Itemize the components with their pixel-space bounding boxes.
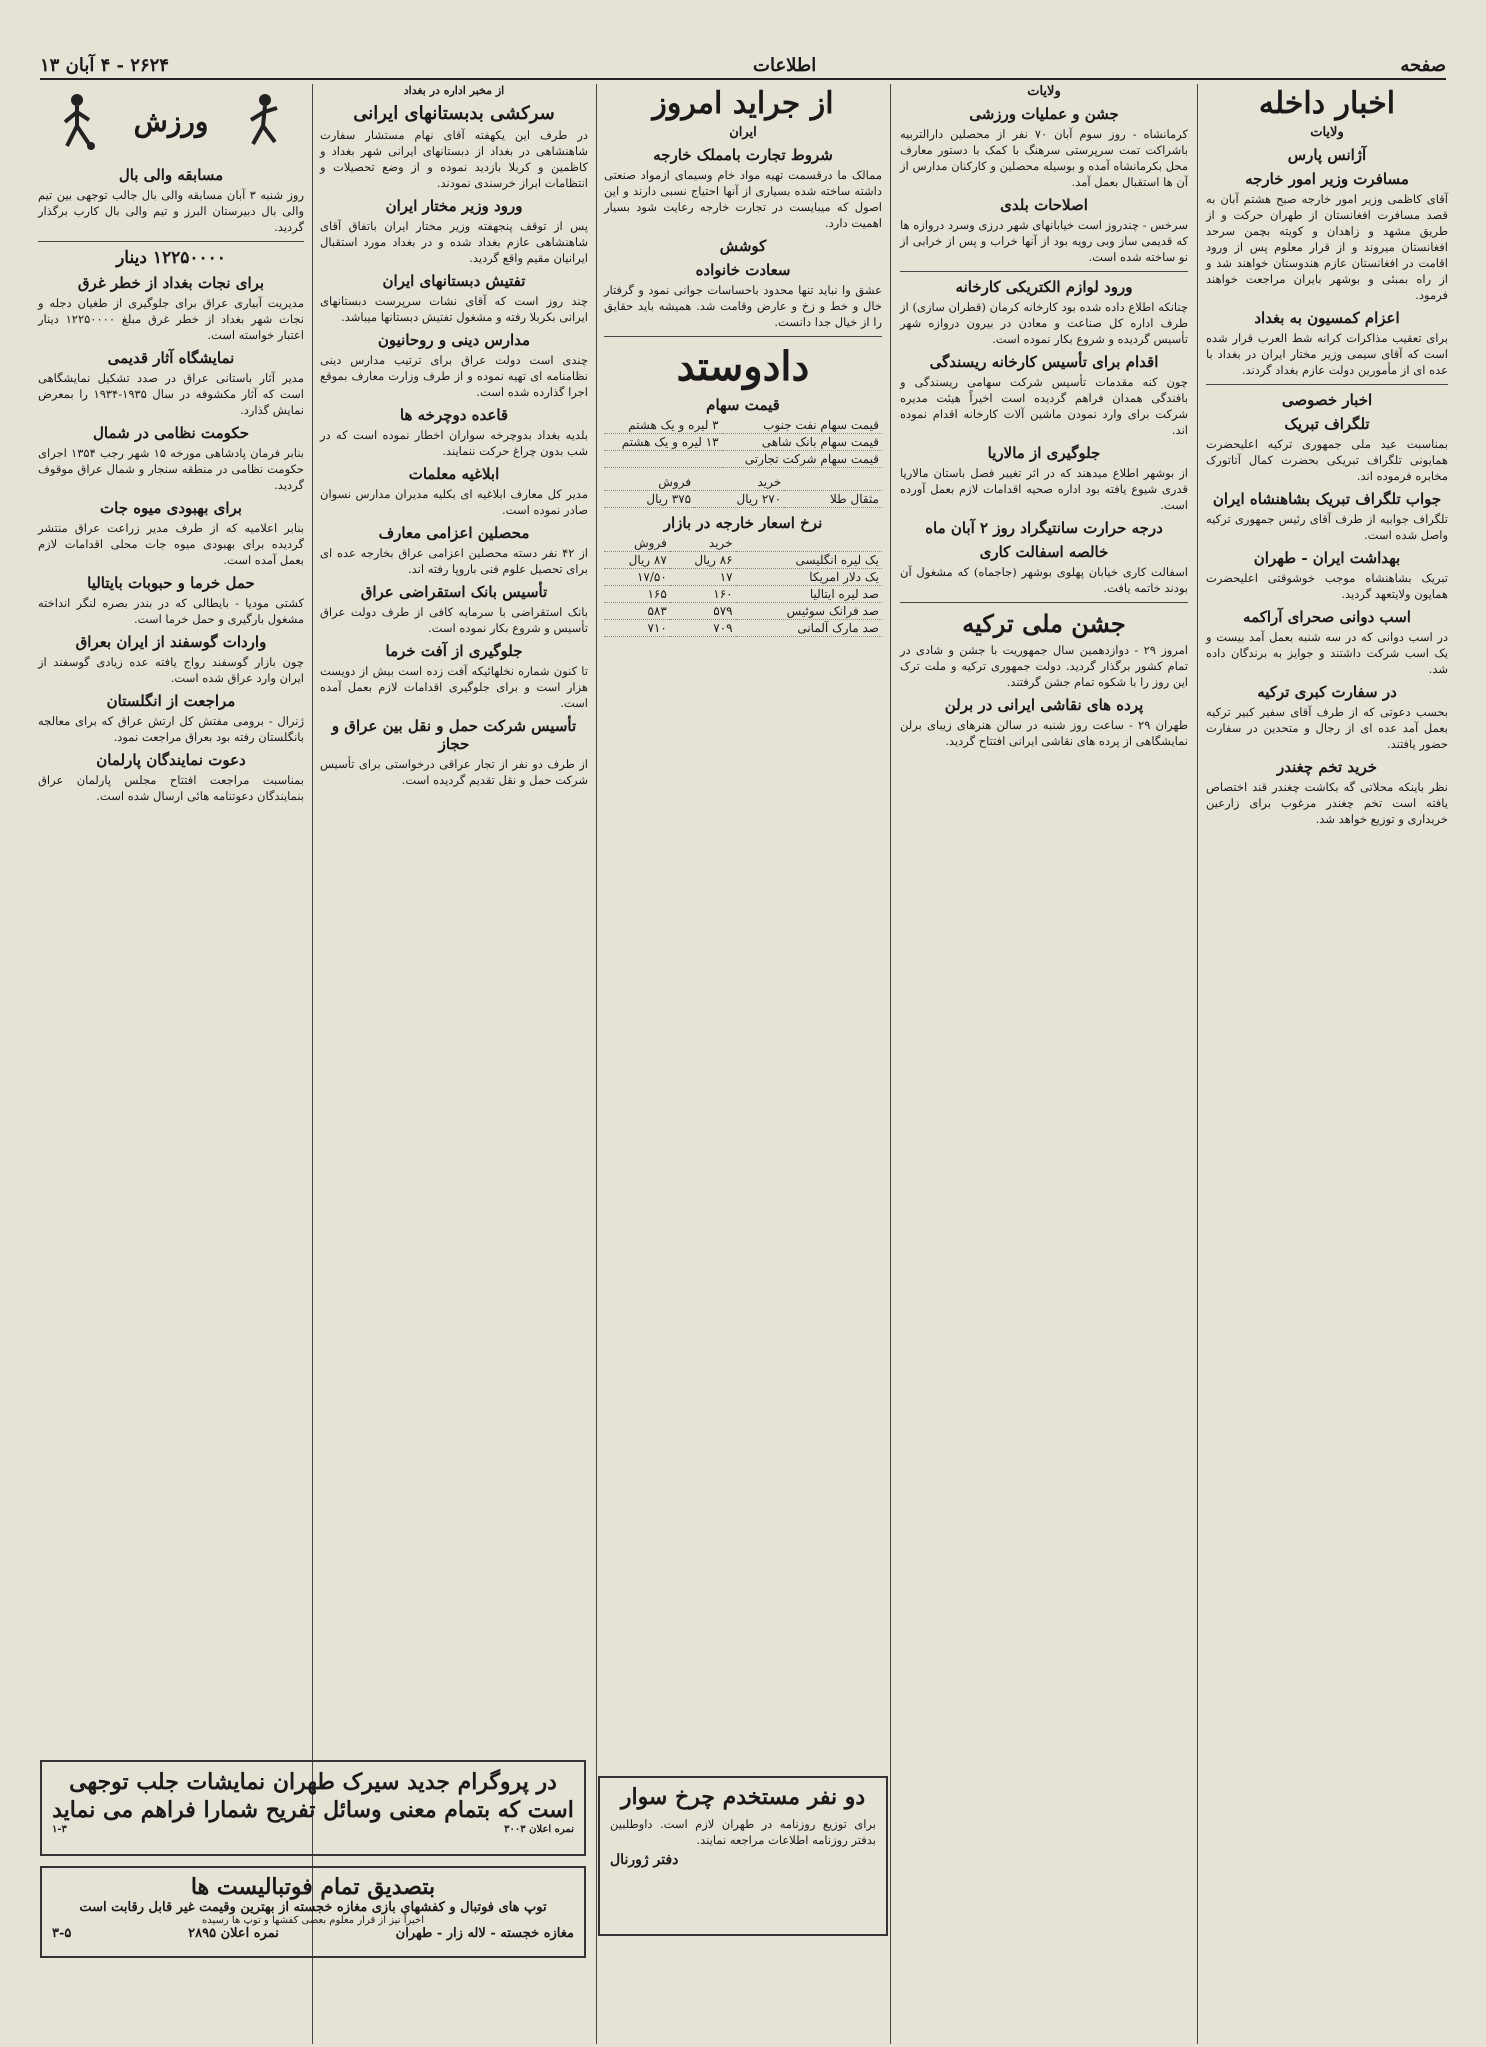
- divider: [38, 241, 304, 242]
- article-body: چندی است دولت عراق برای ترتیب مدارس دینی نظامنامه ای تهیه نموده و از طرف وزارت معارف بموقع اجرا گذارده شده است.: [320, 353, 588, 399]
- article-headline: پرده های نقاشی ایرانی در برلن: [944, 696, 1144, 714]
- divider: [900, 271, 1188, 272]
- market-title: دادوستد: [676, 343, 810, 390]
- football-ad-note: اخیراً نیز از قرار معلوم بعضی کفشها و توپ ها رسیده: [202, 1915, 424, 1926]
- currency-buy: ۱۶۰: [670, 586, 736, 603]
- column-rule: [312, 84, 313, 2044]
- football-ad-title: بتصدیق تمام فوتبالیست ها: [190, 1874, 436, 1900]
- football-ad: [40, 1866, 586, 1958]
- currency-buy: ۵۷۹: [670, 603, 736, 620]
- article-headline: ورود وزیر مختار ایران: [385, 197, 523, 215]
- article-body: تلگراف جوابیه از طرف آقای رئیس جمهوری ترکیه واصل شده است.: [1206, 512, 1448, 542]
- article: [604, 146, 882, 231]
- article-headline: محصلین اعزامی معارف: [378, 524, 530, 542]
- table-row: [604, 620, 882, 637]
- article-headline: مسابقه والی بال: [118, 166, 224, 184]
- article-headline: اصلاحات بلدی: [1000, 196, 1088, 214]
- divider: [604, 336, 882, 337]
- article-headline: واردات گوسفند از ایران بعراق: [75, 633, 267, 651]
- currency-buy: ۷۰۹: [670, 620, 736, 637]
- column-sports-iraq: [32, 84, 310, 1734]
- table-row: [604, 603, 882, 620]
- article-headline: درجه حرارت سانتیگراد روز ۲ آبان ماه: [925, 519, 1163, 537]
- article-body: امروز ۲۹ - دوازدهمین سال جمهوریت با جشن و شادی در تمام کشور برگذار گردید. دولت جمهوری ترکیه و ملت ترک این روز را با شکوه تمام جشن گرفتند.: [900, 643, 1189, 689]
- gold-table: [604, 474, 882, 508]
- feature-headline: جشن ملی ترکیه: [962, 609, 1126, 638]
- column-provinces: [894, 84, 1194, 1954]
- article: [1206, 608, 1448, 677]
- article-body: برای تعقیب مذاکرات کرانه شط العرب قرار شده است که آقای سیمی وزیر مختار ایران در بغداد با عده ای از مأمورین دولت عازم بغداد گردند.: [1206, 331, 1448, 377]
- sell-header: فروش: [604, 474, 694, 491]
- article: [38, 274, 304, 343]
- article-headline: قاعده دوچرخه ها: [399, 406, 509, 424]
- sell-header: فروش: [604, 535, 670, 552]
- article: [1206, 391, 1448, 409]
- article-headline: ورود لوازم الکتریکی کارخانه: [955, 278, 1133, 296]
- article-headline: جواب تلگراف تبریک بشاهنشاه ایران: [1212, 490, 1442, 508]
- article: [38, 499, 304, 568]
- article-body: کرمانشاه - روز سوم آبان ۷۰ نفر از محصلین دارالتربیه باشراکت تمت سرپرستی سرهنگ با کمک با دستور معارف محل بکرمانشاه آمده و بوسیله محصلین و کارکنان مدارس از آن ها استقبال بعمل آمد.: [900, 127, 1188, 189]
- article-body: بنابر اعلامیه که از طرف مدیر زراعت عراق منتشر گردیده برای بهبودی میوه جات محلی اقدامات لازم بعمل آمده است.: [38, 521, 304, 567]
- fx-title: نرخ اسعار خارجه در بازار: [663, 514, 823, 532]
- article: [604, 261, 882, 330]
- share-value: ۱۳ لیره و یک هشتم: [604, 434, 722, 451]
- article-headline: مسافرت وزیر امور خارجه: [1245, 170, 1409, 188]
- column-press-review: [598, 84, 888, 1744]
- table-row: [604, 451, 882, 468]
- article: [320, 103, 588, 191]
- article: [900, 105, 1188, 190]
- sports-title: ورزش: [133, 104, 209, 138]
- article-headline: برای نجات بغداد از خطر غرق: [77, 274, 265, 292]
- circus-ad: [40, 1760, 586, 1856]
- football-ad-address: مغازه خجسته - لاله زار - طهران: [395, 1926, 574, 1941]
- article-body: در طرف این یکهفته آقای نهام مستشار سفارت شاهنشاهی در بغداد از دبستانهای ایرانی شهر بغداد و کاظمین و کربلا بازدید نموده و از وضع تحصیلات و انتظامات ابراز خرسندی نمودند.: [320, 128, 588, 190]
- article-headline: نمایشگاه آثار قدیمی: [107, 349, 235, 367]
- article-body: بمناسبت مراجعت افتتاح مجلس پارلمان عراق بنمایندگان دعوتنامه هائی ارسال شده است.: [38, 773, 304, 803]
- article-body: تبریک بشاهنشاه موجب خوشوقتی اعلیحضرت همایون ولایتعهد گردید.: [1206, 571, 1448, 601]
- article: [1206, 758, 1448, 827]
- article-body: بمناسبت عید ملی جمهوری ترکیه اعلیحضرت همایونی تلگراف تبریکی بحضرت کمال آتاتورک مخابره فرموده اند.: [1206, 437, 1448, 483]
- amount-headline: ۱۲۲۵۰۰۰۰ دینار: [116, 248, 226, 268]
- article-body: چند روز است که آقای نشات سرپرست دبستانهای ایرانی بکربلا رفته و مشغول تفتیش دبستانها میباشد.: [320, 294, 588, 324]
- currency-sell: ۷۱۰: [604, 620, 670, 637]
- article-headline: اعزام کمسیون به بغداد: [1254, 309, 1400, 327]
- section-subtitle: ولایات: [1027, 84, 1061, 99]
- article: [320, 524, 588, 577]
- article-body: مدیر کل معارف ابلاغیه ای بکلیه مدیران مدارس نسوان صادر نموده است.: [320, 487, 588, 517]
- paper-name: اطلاعات: [753, 54, 817, 76]
- divider: [900, 602, 1188, 603]
- section-subtitle: ایران: [729, 125, 757, 140]
- article-headline: مدارس دینی و روحانیون: [377, 331, 531, 349]
- article-headline: اسب دوانی صحرای آراکمه: [1243, 608, 1411, 626]
- currency-name: صد مارک آلمانی: [736, 620, 882, 637]
- article: [320, 272, 588, 325]
- article: [900, 196, 1188, 265]
- article: [900, 696, 1188, 749]
- page-label: صفحه: [1400, 54, 1446, 76]
- article: [320, 642, 588, 711]
- share-name: قیمت سهام شرکت تجارتی: [722, 451, 882, 468]
- article-headline: اقدام برای تأسیس کارخانه ریسندگی: [929, 353, 1159, 371]
- shares-title: قیمت سهام: [706, 396, 780, 414]
- article-body: پس از توقف پنجهفته وزیر مختار ایران باتفاق آقای شاهنشاهی عازم بغداد شده و در بغداد مورد استقبال ایرانیان مقیم واقع گردید.: [320, 219, 588, 265]
- article-headline: تفتیش دبستانهای ایران: [382, 272, 526, 290]
- article-body: تا کنون شماره نخلهائیکه آفت زده است بیش از دویست هزار است و برای جلوگیری اقدامات لازم بعمل آمده است.: [320, 664, 588, 710]
- article: [900, 543, 1188, 596]
- article: [900, 444, 1188, 513]
- article-headline: جشن و عملیات ورزشی: [969, 105, 1119, 123]
- article-body: بنابر فرمان پادشاهی مورخه ۱۵ شهر رجب ۱۳۵۴ اجرای حکومت نظامی در منطقه سنجار و شمال عراق موقوف گردید.: [38, 446, 304, 492]
- table-row: [604, 417, 882, 434]
- article-body: کشتی مودیا - بایطالی که در بندر بصره لنگر انداخته مشغول بارگیری و حمل خرما است.: [38, 596, 304, 626]
- currency-buy: ۱۷: [670, 569, 736, 586]
- gold-label: مثقال طلا: [784, 491, 882, 508]
- article-body: بلدیه بغداد بدوچرخه سواران اخطار نموده است که در شب بدون چراغ حرکت ننمایند.: [320, 428, 588, 458]
- article: [1206, 309, 1448, 378]
- currency-sell: ۱۷/۵۰: [604, 569, 670, 586]
- column-rule: [890, 84, 891, 2044]
- article-headline: کوشش: [719, 237, 767, 255]
- article-body: سرخس - چندروز است خیابانهای شهر درزی وسرد دروازه ها که قدیمی ساز وبی رویه بود از آنها خراب و پس از خرابی از نو ساخته شده است.: [900, 218, 1188, 264]
- wanted-title: دو نفر مستخدم چرخ سوار: [620, 1784, 866, 1810]
- gold-buy: ۲۷۰ ریال: [694, 491, 784, 508]
- article-body: اسفالت کاری خیابان پهلوی بوشهر (جاجماه) که مشغول آن بودند خاتمه یافت.: [900, 565, 1188, 595]
- article: [1206, 683, 1448, 752]
- fx-table: [604, 535, 882, 637]
- buy-header: خرید: [694, 474, 784, 491]
- column-rule: [596, 84, 597, 2044]
- column-rule: [1197, 84, 1198, 2044]
- currency-name: صد لیره ایتالیا: [736, 586, 882, 603]
- article-body: نظر باینکه محلاتی گه بکاشت چغندر قند اختصاص یافته است تخم چغندر مرغوب برای زارعین خریداری و توزیع خواهد شد.: [1206, 780, 1448, 826]
- ad-reference: نمره اعلان ۲۸۹۵: [188, 1926, 279, 1941]
- article: [38, 574, 304, 627]
- article: [38, 692, 304, 745]
- article-body: از بوشهر اطلاع میدهند که در اثر تغییر فصل باستان مالاریا قدری شیوع یافته بود اداره صحیه اقدامات لازم بعمل آورده است.: [900, 466, 1188, 512]
- article: [38, 424, 304, 493]
- section-subtitle: ولایات: [1310, 125, 1344, 140]
- article-body: ژنرال - برومی مفتش کل ارتش عراق که برای معالجه بانگلستان رفته بود بعراق مراجعت نمود.: [38, 714, 304, 744]
- article: [1206, 549, 1448, 602]
- column-note: از مخبر اداره در بغداد: [403, 84, 505, 97]
- sports-header: [38, 84, 304, 160]
- article-headline: خرید تخم چغندر: [1276, 758, 1378, 776]
- article-body: در اسب دوانی که در سه شنبه بعمل آمد بیست و یک اسب شرکت داشتند و جوایز به برندگان داده شد.: [1206, 630, 1448, 676]
- currency-name: یک لیره انگلیسی: [736, 552, 882, 569]
- article-headline: ابلاغیه معلمات: [408, 465, 500, 483]
- article: [320, 197, 588, 266]
- issue-number: ۲۶۲۴ - ۴ آبان ۱۳: [40, 54, 169, 76]
- table-row: [604, 552, 882, 569]
- gold-sell: ۳۷۵ ریال: [604, 491, 694, 508]
- column-baghdad-news: [314, 84, 594, 1734]
- share-name: قیمت سهام بانک شاهی: [722, 434, 882, 451]
- article: [320, 717, 588, 788]
- currency-buy: ۸۶ ریال: [670, 552, 736, 569]
- article-headline: جلوگیری از مالاریا: [987, 444, 1101, 462]
- article-headline: بهداشت ایران - طهران: [1253, 549, 1401, 567]
- article: [900, 353, 1188, 438]
- article-body: چون بازار گوسفند رواج یافته عده زیادی گوسفند از ایران وارد عراق شده است.: [38, 655, 304, 685]
- article: [900, 519, 1188, 537]
- table-header: [604, 474, 882, 491]
- article-body: چنانکه اطلاع داده شده بود کارخانه کرمان (قطران سازی) از طرف اداره کل صناعت و معادن در بیرون دروازه شهر تأسیس گردیده و شروع بکار نموده است.: [900, 300, 1188, 346]
- article-body: از ۴۲ نفر دسته محصلین اعزامی عراق بخارجه عده ای برای تحصیل علوم فنی باروپا رفته اند.: [320, 546, 588, 576]
- currency-name: صد فرانک سوئیس: [736, 603, 882, 620]
- article: [320, 583, 588, 636]
- wanted-ad: [598, 1776, 888, 1936]
- article-body: مدیریت آبیاری عراق برای جلوگیری از طغیان دجله و نجات شهر بغداد از خطر غرق مبلغ ۱۲۲۵۰۰۰۰ دینار اعتبار خواسته است.: [38, 296, 304, 342]
- article: [1206, 170, 1448, 303]
- article-list: [1206, 170, 1448, 827]
- share-value: ۳ لیره و یک هشتم: [604, 417, 722, 434]
- article-body: ممالک ما درقسمت تهیه مواد خام وسیمای ازمواد صنعتی داشته ساخته شده بسیاری از آنها احتیاج نسبی دارند و این اصول که میبایست در تجارت خارجه رعایت شود بسیار اهمیت دارد.: [604, 168, 882, 230]
- section-title: اخبار داخله: [1258, 86, 1396, 121]
- article-body: آقای کاظمی وزیر امور خارجه صبح هشتم آبان به قصد مسافرت افغانستان از طهران حرکت و از طریق مشهد و زاهدان و کویته بچمن سرحد افغانستان میروند و از قرار معلوم پس از ورود اقامت در افغانستان عازم هندوستان خواهند شد و از راه بمبئی و بوشهر بایران مراجعت خواهند فرمود.: [1206, 192, 1448, 302]
- table-row: [604, 569, 882, 586]
- currency-sell: ۵۸۳: [604, 603, 670, 620]
- article-headline: مراجعت از انگلستان: [106, 692, 236, 710]
- article: [38, 633, 304, 686]
- article-headline: سرکشی بدبستانهای ایرانی: [353, 103, 555, 124]
- article-body: بانک استقراضی با سرمایه کافی از طرف دولت عراق تأسیس و شروع بکار نموده است.: [320, 605, 588, 635]
- article-body: از طرف دو نفر از تجار عراقی درخواستی برای تأسیس شرکت حمل و نقل تقدیم گردیده است.: [320, 757, 588, 787]
- footballer-figure-icon: [57, 92, 97, 152]
- masthead: [40, 52, 1446, 80]
- article-headline: جلوگیری از آفت خرما: [385, 642, 523, 660]
- article: [38, 751, 304, 804]
- article: [38, 349, 304, 418]
- article: [1206, 490, 1448, 543]
- ad-code: ۱-۳: [52, 1824, 67, 1835]
- currency-sell: ۸۷ ریال: [604, 552, 670, 569]
- article-headline: اخبار خصوصی: [1281, 391, 1373, 409]
- article-headline: تأسیس بانک استقراضی عراق: [360, 583, 548, 601]
- article-headline: دعوت نمایندگان پارلمان: [96, 751, 246, 769]
- article-headline: حمل خرما و حبوبات بایتالیا: [87, 574, 255, 592]
- article-headline: برای بهبودی میوه جات: [100, 499, 242, 517]
- article-headline: سعادت خانواده: [695, 261, 791, 279]
- article: [320, 465, 588, 518]
- ad-code: ۳-۵: [52, 1926, 72, 1941]
- article: [604, 237, 882, 255]
- article-body: عشق وا نباید تنها محدود باحساسات جوانی نمود و گرفتار خال و خط و زخ و عارض وقامت شد. همیشه باید حقایق را از خیال جدا دانست.: [604, 283, 882, 329]
- circus-ad-text: در پروگرام جدید سیرک طهران نمایشات جلب توجهی است که بتمام معنی وسائل تفریح شمارا فراهم می نماید: [52, 1769, 574, 1823]
- article-body: بحسب دعوتی که از طرف آقای سفیر کبیر ترکیه بعمل آمد عده ای از رجال و متحدین در سفارت حضور یافتند.: [1206, 705, 1448, 751]
- article-headline: حکومت نظامی در شمال: [93, 424, 249, 442]
- shares-table: [604, 417, 882, 468]
- currency-sell: ۱۶۵: [604, 586, 670, 603]
- share-value: [604, 451, 722, 468]
- article: [1206, 415, 1448, 484]
- divider: [1206, 384, 1448, 385]
- article-headline: شروط تجارت بامملک خارجه: [653, 146, 833, 164]
- article-headline: خالصه اسفالت کاری: [979, 543, 1109, 561]
- currency-name: یک دلار امریکا: [736, 569, 882, 586]
- section-title: از جراید امروز: [652, 86, 834, 121]
- wanted-signature: دفتر ژورنال: [610, 1852, 679, 1868]
- table-row: [604, 586, 882, 603]
- table-header: [604, 535, 882, 552]
- table-row: [604, 434, 882, 451]
- article-headline: در سفارت کبری ترکیه: [1257, 683, 1397, 701]
- article: [320, 406, 588, 459]
- article: [900, 278, 1188, 347]
- article: [320, 331, 588, 400]
- article-headline: تأسیس شرکت حمل و نقل بین عراق و حجاز: [331, 717, 577, 753]
- article-body: طهران ۲۹ - ساعت روز شنبه در سالن هنرهای زیبای برلن نمایشگاهی از پرده های نقاشی ایرانی افتتاح گردید.: [900, 718, 1188, 748]
- article-headline: تلگراف تبریک: [1284, 415, 1370, 433]
- column-domestic-news: [1200, 84, 1454, 1954]
- article: [38, 166, 304, 235]
- ad-reference: نمره اعلان ۳۰۰۳: [504, 1824, 574, 1835]
- article-body: مدیر آثار باستانی عراق در صدد تشکیل نمایشگاهی است که آثار مکشوفه در سال ۱۹۳۵-۱۹۳۴ را بمعرض نمایش گذارد.: [38, 371, 304, 417]
- agency-title: آژانس پارس: [1287, 146, 1367, 164]
- wanted-body: برای توزیع روزنامه در طهران لازم است. داوطلبین بدفتر روزنامه اطلاعات مراجعه نمایند.: [610, 1817, 876, 1847]
- article-body: چون کنه مقدمات تأسیس شرکت سهامی ریسندگی و بافندگی همدان فراهم گردیده است اخیراً هیئت مدیره شرکت برای وارد نمودن ماشین آلات کارخانه اقدام نموده اند.: [900, 375, 1188, 437]
- buy-header: خرید: [670, 535, 736, 552]
- runner-figure-icon: [245, 92, 285, 152]
- table-row: [604, 491, 882, 508]
- share-name: قیمت سهام نفت جنوب: [722, 417, 882, 434]
- article-body: روز شنبه ۳ آبان مسابقه والی بال جالب توجهی بین تیم والی بال دبیرستان البرز و تیم والی بال کارب برگذار گردید.: [38, 188, 304, 234]
- football-ad-body: توپ های فوتبال و کفشهای بازی مغازه خجسته از بهترین وقیمت غیر قابل رقابت است: [79, 1900, 547, 1915]
